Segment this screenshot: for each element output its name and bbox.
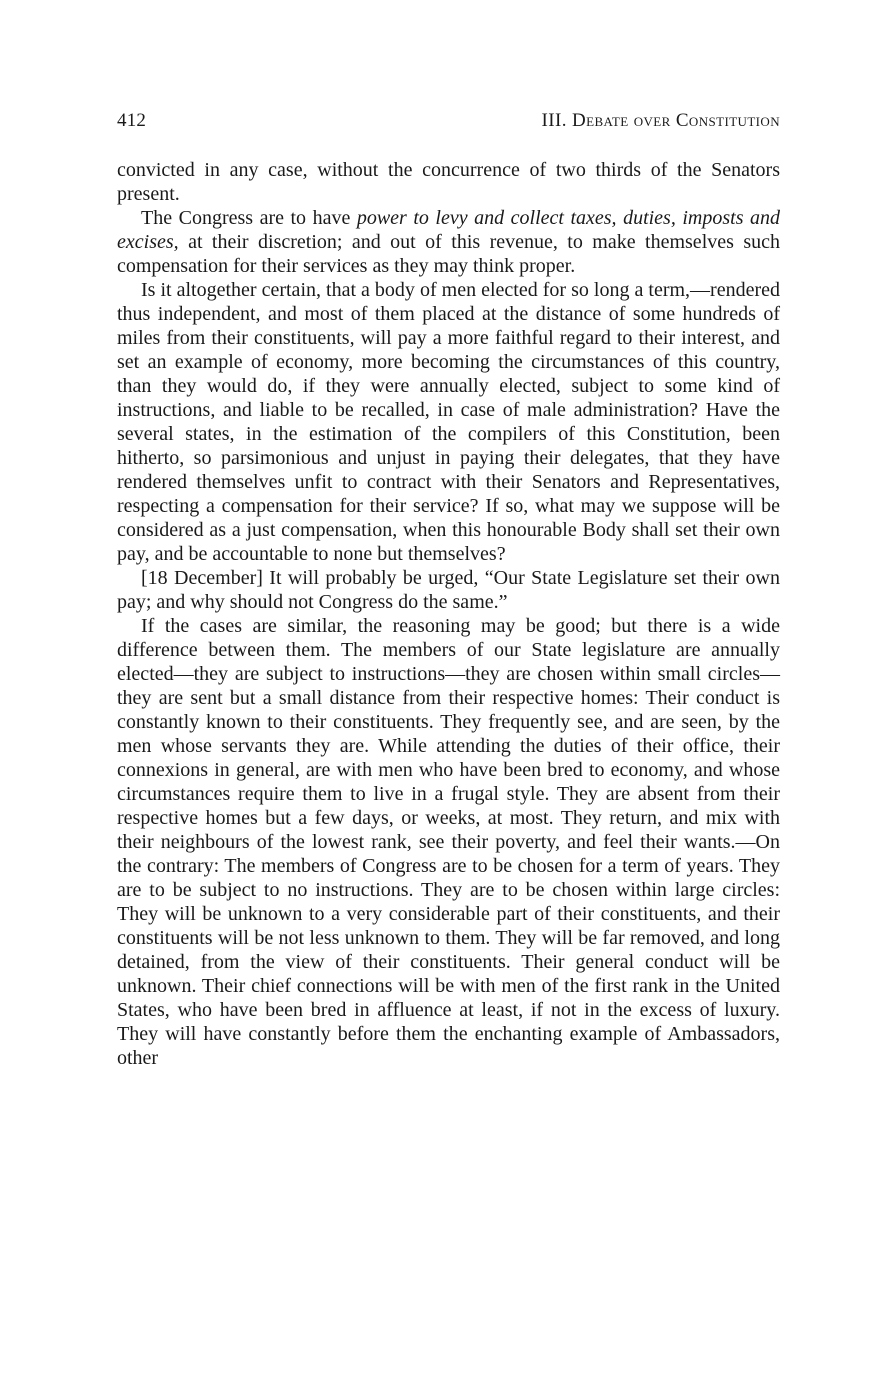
running-header xyxy=(117,110,780,132)
text-segment: The Congress are to have xyxy=(141,207,357,229)
text-segment: If the cases are similar, the reasoning may be good; but there is a wide difference between them. The members of our State legislature are annually elected—they are subject to instructions—they are chosen within small circles—they are sent but a small distance from their respective homes: Their conduct is constantly known to their constituents. They frequently see, and are seen, by the men whose servants they are. While attending the duties of their office, their connexions in general, are with men who have been bred to economy, and whose circumstances require them to live in a frugal style. They are absent from their respective homes but a few days, or weeks, at most. They return, and mix with their neighbours of the lowest rank, see their poverty, and feel their wants.—On the contrary: The members of Congress are to be chosen for a term of years. They are to be subject to no instructions. They are to be chosen within large circles: They will be unknown to a very considerable part of their constituents, and their constituents will be not less unknown to them. They will be far removed, and long detained, from the view of their constituents. Their general conduct will be unknown. Their chief connections will be with men of the first rank in the United States, who have been bred in affluence at least, if not in the excess of luxury. They will have constantly before them the enchanting example of Ambassadors, other xyxy=(117,615,780,1069)
text-segment: convicted in any case, without the concurrence of two thirds of the Senators present. xyxy=(117,159,780,205)
running-title: III. Debate over Constitution xyxy=(541,110,780,131)
italic-text: power to levy and collect taxes, duties, imposts and excises, xyxy=(117,207,780,253)
body-text xyxy=(117,158,780,1070)
paragraph xyxy=(117,614,780,1070)
document-page xyxy=(117,110,780,1070)
paragraph xyxy=(117,206,780,278)
paragraph xyxy=(117,278,780,566)
text-segment: [18 December] It will probably be urged, “Our State Legislature set their own pay; and why should not Congress do the same.” xyxy=(117,567,780,613)
paragraph xyxy=(117,158,780,206)
text-segment: at their discretion; and out of this revenue, to make themselves such compensation for their services as they may think proper. xyxy=(117,231,780,277)
page-number: 412 xyxy=(117,110,147,131)
paragraph xyxy=(117,566,780,614)
text-segment: Is it altogether certain, that a body of men elected for so long a term,—rendered thus independent, and most of them placed at the distance of some hundreds of miles from their constituents, will pay a more faithful regard to their interest, and set an example of economy, more becoming the circumstances of this country, than they would do, if they were annually elected, subject to some kind of instructions, and liable to be recalled, in case of male administration? Have the several states, in the estimation of the compilers of this Constitution, been hitherto, so parsimonious and unjust in paying their delegates, that they have rendered themselves unfit to contract with their Senators and Representatives, respecting a compensation for their service? If so, what may we suppose will be considered as a just compensation, when this honourable Body shall set their own pay, and be accountable to none but themselves? xyxy=(117,279,780,565)
